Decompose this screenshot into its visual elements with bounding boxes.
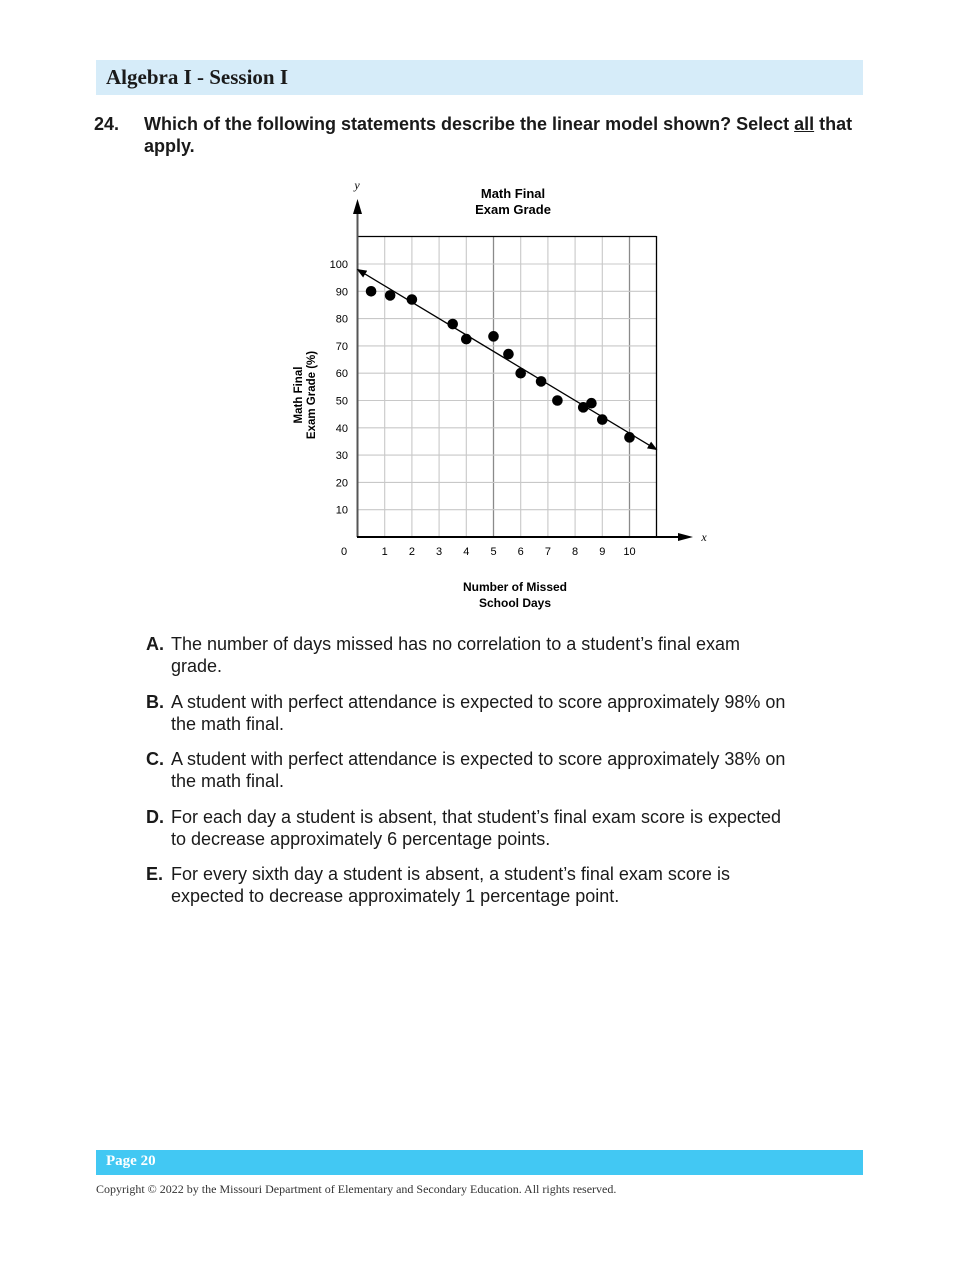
- x-tick-label: 6: [517, 546, 524, 558]
- data-point: [461, 334, 472, 345]
- data-point: [552, 395, 563, 406]
- x-tick-label: 10: [623, 546, 636, 558]
- choice-text: The number of days missed has no correlation to a student’s final exam grade.: [171, 634, 740, 676]
- choice-e[interactable]: [146, 863, 786, 907]
- y-tick-label: 20: [335, 477, 348, 490]
- trend-line: [358, 269, 657, 449]
- data-point: [447, 319, 458, 330]
- y-tick-label: 90: [335, 286, 348, 299]
- question-text-end: that apply.: [144, 114, 853, 156]
- session-title: Algebra I - Session I: [106, 65, 289, 89]
- data-point: [366, 286, 377, 297]
- data-point: [515, 368, 526, 379]
- y-tick-label: 40: [335, 422, 348, 435]
- choice-text: For every sixth day a student is absent, a student’s final exam score is expected to decrease approximately 1 percentage point.: [171, 864, 730, 906]
- data-point: [488, 331, 499, 342]
- data-point: [597, 414, 608, 425]
- y-axis-label-line1: Math Final: [293, 366, 305, 424]
- data-point: [385, 290, 396, 301]
- answer-choices: [146, 633, 786, 921]
- data-point: [536, 376, 547, 387]
- choice-c[interactable]: [146, 748, 786, 792]
- choice-letter: D.: [146, 806, 164, 827]
- y-tick-label: 100: [329, 259, 348, 271]
- choice-letter: A.: [146, 634, 164, 654]
- y-tick-label: 60: [335, 368, 348, 381]
- x-axis-arrow-icon: [678, 533, 693, 541]
- choice-text: A student with perfect attendance is expected to score approximately 38% on the math final.: [171, 749, 786, 791]
- page-footer-banner: [96, 1150, 863, 1175]
- y-tick-label: 50: [335, 395, 348, 408]
- x-tick-label: 8: [572, 546, 579, 558]
- y-tick-label: 10: [335, 504, 348, 517]
- chart-title-line2: Exam Grade: [475, 202, 551, 217]
- x-tick-label: 9: [599, 546, 606, 558]
- question-emphasis: all: [794, 114, 815, 134]
- chart-grid: [358, 237, 657, 537]
- question-text-main: Which of the following statements describe the linear model shown? Select: [144, 114, 795, 134]
- x-axis-symbol: x: [701, 530, 707, 544]
- y-tick-label: 80: [335, 313, 348, 326]
- data-point: [407, 294, 418, 305]
- y-axis-label: [293, 351, 318, 439]
- x-tick-label: 4: [463, 546, 470, 558]
- origin-label: 0: [340, 546, 348, 558]
- question-number: 24.: [94, 114, 120, 134]
- y-axis-label-line2: Exam Grade (%): [306, 350, 318, 440]
- choice-letter: B.: [146, 691, 164, 712]
- choice-text: For each day a student is absent, that student’s final exam score is expected to decrease approximately 6 percentage points.: [171, 806, 782, 849]
- y-tick-label: 30: [335, 450, 348, 463]
- y-axis-arrow-icon: [353, 199, 362, 214]
- data-point: [624, 432, 635, 443]
- tick-labels: [330, 259, 636, 558]
- copyright-notice: Copyright © 2022 by the Missouri Department of Elementary and Secondary Education. All rights reserved.: [96, 1182, 617, 1196]
- y-tick-label: 70: [335, 340, 348, 353]
- x-tick-label: 7: [544, 546, 551, 558]
- x-tick-label: 2: [408, 546, 415, 558]
- choice-letter: E.: [146, 864, 164, 884]
- chart-title-line1: Math Final: [480, 186, 546, 201]
- x-axis-label-line1: Number of Missed: [462, 580, 568, 594]
- choice-letter: C.: [146, 749, 164, 769]
- choice-d[interactable]: [146, 806, 786, 850]
- page-number: Page 20: [106, 1153, 156, 1169]
- y-axis-symbol: y: [354, 178, 360, 192]
- choice-b[interactable]: [146, 691, 786, 735]
- data-point: [503, 349, 514, 360]
- data-points: [366, 286, 635, 443]
- x-tick-label: 3: [436, 546, 443, 558]
- x-tick-label: 1: [381, 546, 388, 558]
- x-axis-label-line2: School Days: [478, 596, 552, 610]
- choice-a[interactable]: [146, 633, 786, 677]
- x-tick-label: 5: [490, 546, 497, 558]
- choice-text: A student with perfect attendance is expected to score approximately 98% on the math final.: [171, 691, 786, 734]
- data-point: [586, 398, 597, 409]
